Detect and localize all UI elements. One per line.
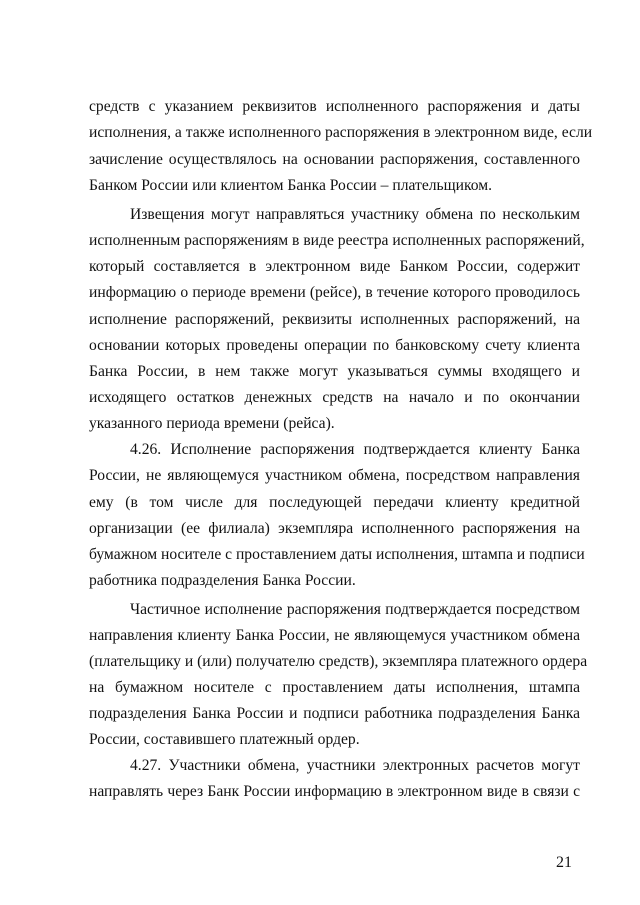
text-line: исполненным распоряжениям в виде реестра исполненных распоряжений, — [89, 232, 585, 249]
text-line: исполнение распоряжений, реквизиты исполненных распоряжений, на — [89, 311, 580, 328]
text-line: исполнения, а также исполненного распоряжения в электронном виде, если — [89, 124, 593, 141]
text-line: указанного периода времени (рейса). — [89, 415, 335, 432]
text-line: Банком России или клиентом Банка России – плательщиком. — [89, 177, 493, 194]
page-number: 21 — [556, 854, 572, 871]
text-line: подразделения Банка России и подписи работника подразделения Банка — [89, 705, 580, 722]
text-line: средств с указанием реквизитов исполненного распоряжения и даты — [89, 98, 580, 115]
text-line: России, составившего платежный ордер. — [89, 731, 360, 748]
text-line: бумажном носителе с проставлением даты исполнения, штампа и подписи — [89, 546, 585, 563]
text-line: основании которых проведены операции по банковскому счету клиента — [89, 337, 580, 354]
text-line: (плательщику и (или) получателю средств), экземпляра платежного ордера — [89, 653, 588, 670]
text-line: информацию о периоде времени (рейсе), в течение которого проводилось — [89, 284, 580, 301]
text-line: Частичное исполнение распоряжения подтверждается посредством — [130, 601, 580, 618]
text-line: ему (в том числе для последующей передачи клиенту кредитной — [89, 494, 580, 511]
text-line: 4.27. Участники обмена, участники электронных расчетов могут — [130, 757, 580, 774]
text-line: Банка России, в нем также могут указываться суммы входящего и — [89, 363, 580, 380]
text-line: направлять через Банк России информацию в электронном виде в связи с — [89, 783, 580, 800]
text-line: организации (ее филиала) экземпляра исполненного распоряжения на — [89, 520, 580, 537]
text-line: на бумажном носителе с проставлением даты исполнения, штампа — [89, 679, 580, 696]
text-line: направления клиенту Банка России, не являющемуся участником обмена — [89, 627, 580, 644]
text-line: зачисление осуществлялось на основании распоряжения, составленного — [89, 151, 580, 168]
text-line: исходящего остатков денежных средств на начало и по окончании — [89, 389, 580, 406]
text-line: России, не являющемуся участником обмена, посредством направления — [89, 467, 580, 484]
text-line: 4.26. Исполнение распоряжения подтверждается клиенту Банка — [130, 441, 580, 458]
text-line: который составляется в электронном виде Банком России, содержит — [89, 258, 580, 275]
text-line: Извещения могут направляться участнику обмена по нескольким — [130, 206, 580, 223]
text-line: работника подразделения Банка России. — [89, 572, 356, 589]
